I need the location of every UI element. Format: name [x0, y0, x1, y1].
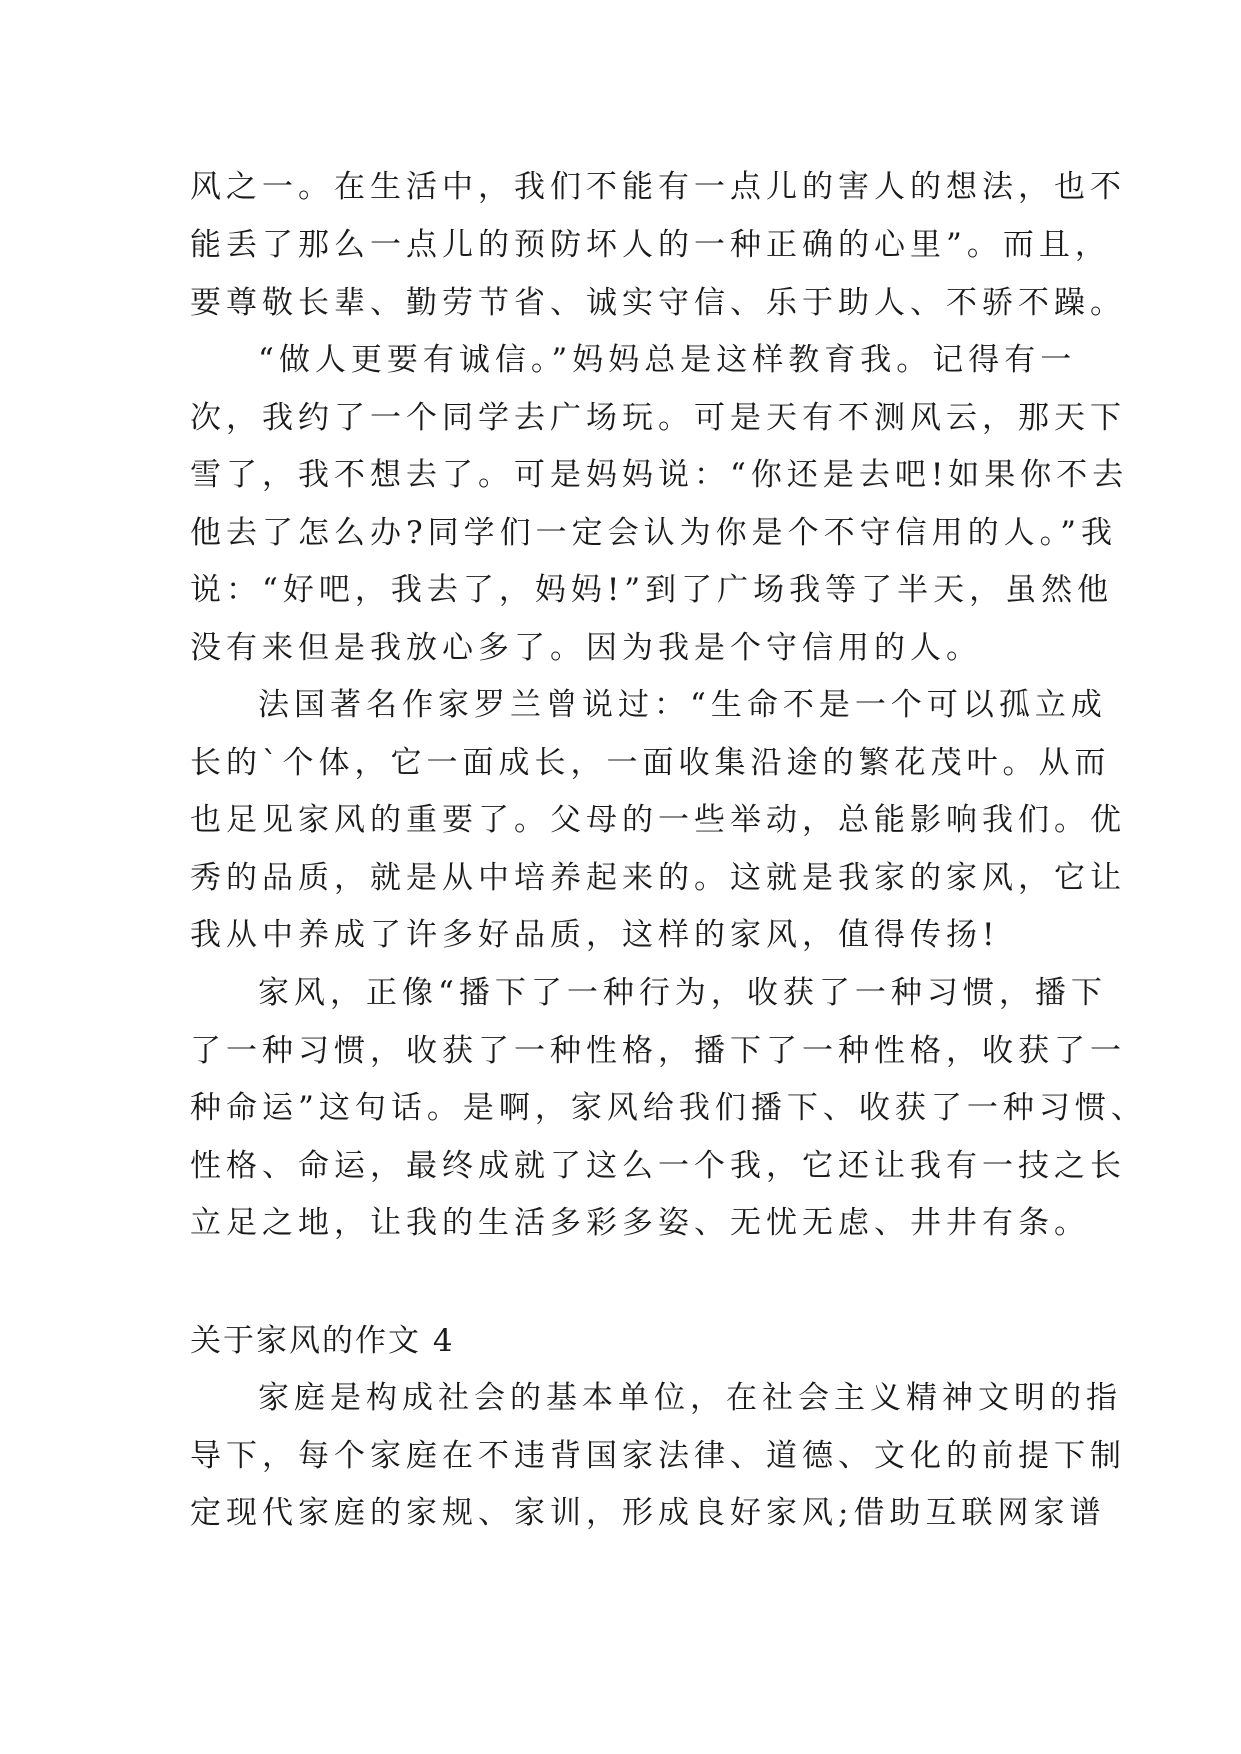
paragraph-2-line-6: 没有来但是我放心多了。因为我是个守信用的人。 — [190, 630, 982, 666]
paragraph-4-line-2: 了一种习惯，收获了一种性格，播下了一种性格，收获了一 — [190, 1033, 1126, 1069]
paragraph-3-line-4: 秀的品质，就是从中培养起来的。这就是我家的家风，它让 — [190, 860, 1126, 896]
paragraph-4-line-1: 家风，正像“播下了一种行为，收获了一种习惯，播下 — [258, 975, 1107, 1011]
paragraph-3-line-5: 我从中养成了许多好品质，这样的家风，值得传扬! — [190, 917, 1000, 953]
paragraph-2-line-1: “做人更要有诚信。”妈妈总是这样教育我。记得有一 — [258, 342, 1077, 378]
section-paragraph-line-2: 导下，每个家庭在不违背国家法律、道德、文化的前提下制 — [190, 1438, 1126, 1474]
section-paragraph-line-1: 家庭是构成社会的基本单位，在社会主义精神文明的指 — [258, 1380, 1122, 1416]
paragraph-1-line-3: 要尊敬长辈、勤劳节省、诚实守信、乐于助人、不骄不躁。 — [190, 285, 1126, 321]
paragraph-2-line-2: 次，我约了一个同学去广场玩。可是天有不测风云，那天下 — [190, 400, 1126, 436]
paragraph-1-line-2: 能丢了那么一点儿的预防坏人的一种正确的心里”。而且， — [190, 227, 1111, 263]
section-paragraph-line-3: 定现代家庭的家规、家训，形成良好家风;借助互联网家谱 — [190, 1495, 1106, 1531]
paragraph-3-line-3: 也足见家风的重要了。父母的一些举动，总能影响我们。优 — [190, 802, 1126, 838]
paragraph-4-line-4: 性格、命运，最终成就了这么一个我，它还让我有一技之长 — [190, 1148, 1126, 1184]
paragraph-4-line-5: 立足之地，让我的生活多彩多姿、无忧无虑、井井有条。 — [190, 1205, 1090, 1241]
paragraph-1-line-1: 风之一。在生活中，我们不能有一点儿的害人的想法，也不 — [190, 169, 1126, 205]
paragraph-3-line-2: 长的`个体，它一面成长，一面收集沿途的繁花茂叶。从而 — [190, 745, 1111, 781]
paragraph-2-line-3: 雪了，我不想去了。可是妈妈说：“你还是去吧!如果你不去 — [190, 457, 1129, 493]
paragraph-4-line-3: 种命运”这句话。是啊，家风给我们播下、收获了一种习惯、 — [190, 1090, 1147, 1126]
paragraph-3-line-1: 法国著名作家罗兰曾说过：“生命不是一个可以孤立成 — [258, 687, 1107, 723]
paragraph-2-line-4: 他去了怎么办?同学们一定会认为你是个不守信用的人。”我 — [190, 515, 1117, 551]
paragraph-2-line-5: 说：“好吧，我去了，妈妈!”到了广场我等了半天，虽然他 — [190, 572, 1114, 608]
section-heading: 关于家风的作文 4 — [190, 1323, 455, 1359]
